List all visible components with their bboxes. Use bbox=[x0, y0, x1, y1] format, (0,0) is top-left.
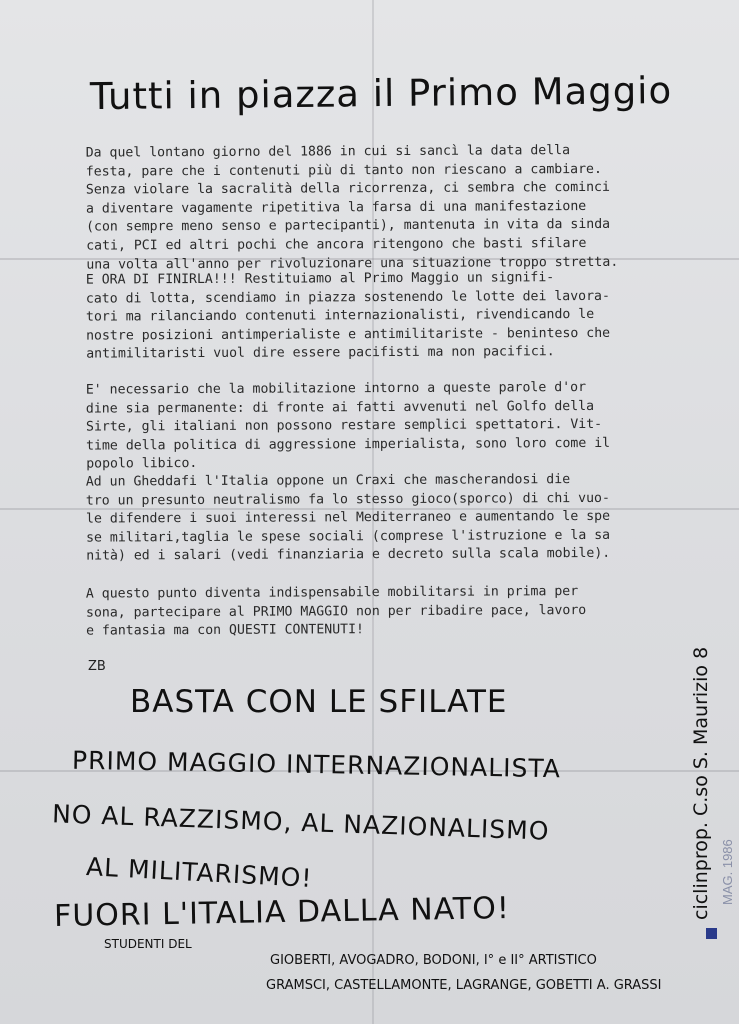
slogan-nato: FUORI L'ITALIA DALLA NATO! bbox=[53, 891, 511, 934]
initials: ZB bbox=[88, 659, 106, 674]
paragraph-4: Ad un Gheddafi l'Italia oppone un Craxi che mascherandosi die tro un presunto neutralismo fa lo stesso gioco(sporco) di chi vuo- le difendere i suoi interessi nel Mediterraneo e aumentando le spe se militari,taglia le spese sociali (comprese l'istruzione e la sa nità) ed i salari (vedi finanziaria e decreto sulla scala mobile). bbox=[85, 472, 611, 564]
slogan-razzismo: NO AL RAZZISMO, AL NAZIONALISMO bbox=[51, 799, 550, 846]
paragraph-5: A questo punto diventa indispensabile mobilitarsi in prima per sona, partecipare al PRIMO MAGGIO non per ribadire pace, lavoro e fantasia ma con QUESTI CONTENUTI! bbox=[85, 584, 587, 639]
printer-note: ciclinprop. C.so S. Maurizio 8 bbox=[690, 646, 712, 920]
paragraph-1: Da quel lontano giorno del 1886 in cui si sancì la data della festa, pare che i contenuti più di tanto non riescano a cambiare. Senza violare la sacralità della ricorrenza, ci sembra che cominci a diventare vagamente ripetitiva la farsa di una manifestazione (con sempre meno senso e partecipanti), mantenuta in vita da sinda cati, PCI ed altri pochi che ancora ritengono che basti sfilare una volta all'anno per rivoluzionare una situazione troppo stretta. bbox=[85, 143, 619, 273]
signatories-label: STUDENTI DEL bbox=[104, 937, 192, 951]
slogan-primo-maggio: PRIMO MAGGIO INTERNAZIONALISTA bbox=[71, 745, 562, 784]
signatories-line-2: GRAMSCI, CASTELLAMONTE, LAGRANGE, GOBETTI A. GRASSI bbox=[266, 978, 662, 993]
signatories-line-1: GIOBERTI, AVOGADRO, BODONI, I° e II° ARTISTICO bbox=[270, 953, 597, 968]
stamp-mark bbox=[706, 928, 717, 939]
paragraph-3: E' necessario che la mobilitazione intorno a queste parole d'or dine sia permanente: di fronte ai fatti avvenuti nel Golfo della Sirte, gli italiani non possono restare semplici spettatori. Vit- time della politica di aggressione imperialista, sono loro come il popolo libico. bbox=[85, 379, 611, 472]
flyer-title: Tutti in piazza il Primo Maggio bbox=[89, 69, 673, 119]
slogan-militarismo: AL MILITARISMO! bbox=[85, 852, 314, 893]
date-stamp: MAG. 1986 bbox=[720, 839, 735, 905]
slogan-basta: BASTA CON LE SFILATE bbox=[130, 684, 508, 720]
paragraph-2: E ORA DI FINIRLA!!! Restituiamo al Primo Maggio un signifi- cato di lotta, scendiamo in piazza sostenendo le lotte dei lavora- tori ma rilanciando contenuti internazionalisti, rivendicando le nostre posizioni antimperialiste e antimilitariste - beninteso che antimilitaristi vuol dire essere pacifisti ma non pacifici. bbox=[85, 270, 611, 362]
